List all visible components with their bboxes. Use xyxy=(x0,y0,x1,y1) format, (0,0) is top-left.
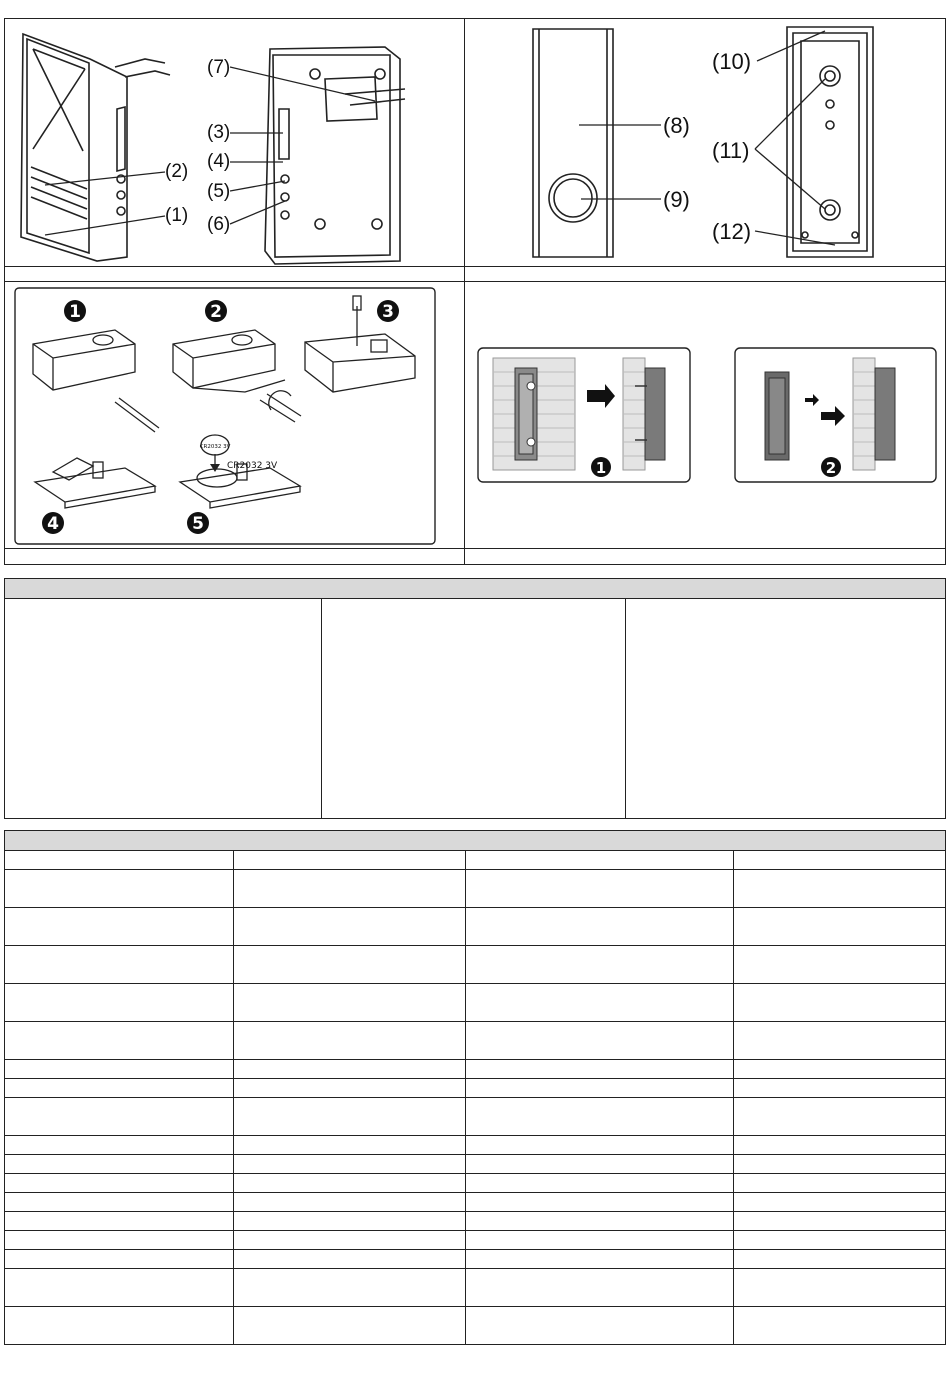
table-cell xyxy=(466,851,734,870)
table-cell xyxy=(734,1250,946,1269)
mounting-step-1-badge: 1 xyxy=(595,459,607,477)
label-receiver-3: (3) xyxy=(207,122,231,143)
table-cell xyxy=(234,1307,466,1345)
mounting-diagram xyxy=(465,282,945,548)
table-cell xyxy=(466,1250,734,1269)
table-cell xyxy=(234,946,466,984)
table-row xyxy=(5,1212,946,1231)
table-cell xyxy=(466,1079,734,1098)
table-row xyxy=(5,851,946,870)
table-cell xyxy=(5,1155,234,1174)
table-cell xyxy=(5,1022,234,1060)
battery-step-5-badge: 5 xyxy=(192,514,204,534)
table-row xyxy=(5,908,946,946)
table-cell xyxy=(734,1155,946,1174)
table-cell xyxy=(5,1269,234,1307)
table-cell xyxy=(5,1079,234,1098)
section1-column-2 xyxy=(321,598,626,819)
label-pushbutton-8: (8) xyxy=(663,113,690,138)
table-cell xyxy=(734,1136,946,1155)
table-row xyxy=(5,1079,946,1098)
table-cell xyxy=(234,1136,466,1155)
table-row xyxy=(5,870,946,908)
caption-cell-receiver xyxy=(4,266,465,282)
label-pushbutton-10: (10) xyxy=(712,49,752,74)
table-cell xyxy=(5,851,234,870)
table-cell xyxy=(234,1231,466,1250)
section1-header xyxy=(4,578,946,599)
table-cell xyxy=(466,1193,734,1212)
table-row xyxy=(5,1231,946,1250)
table-cell xyxy=(466,1231,734,1250)
table-cell xyxy=(734,1231,946,1250)
battery-step-2-badge: 2 xyxy=(210,302,222,322)
caption-cell-pushbutton xyxy=(464,266,946,282)
table-row xyxy=(5,1174,946,1193)
section1-column-3 xyxy=(625,598,946,819)
receiver-diagram xyxy=(5,19,464,266)
table-cell xyxy=(234,1193,466,1212)
label-pushbutton-9: (9) xyxy=(663,187,690,212)
table-cell xyxy=(5,1231,234,1250)
label-receiver-2: (2) xyxy=(165,161,189,182)
table-cell xyxy=(734,946,946,984)
label-receiver-1: (1) xyxy=(165,205,189,226)
caption-cell-mounting xyxy=(464,548,946,565)
table-cell xyxy=(466,1307,734,1345)
table-cell xyxy=(234,1060,466,1079)
table-cell xyxy=(466,1212,734,1231)
battery-step-3-badge: 3 xyxy=(382,302,394,322)
table-cell xyxy=(234,1098,466,1136)
spec-table xyxy=(4,850,946,1345)
table-cell xyxy=(734,1098,946,1136)
table-cell xyxy=(234,984,466,1022)
table-row xyxy=(5,946,946,984)
table-row xyxy=(5,1269,946,1307)
table-cell xyxy=(5,1307,234,1345)
label-pushbutton-12: (12) xyxy=(712,219,752,244)
battery-coin-label: CR2032 3V xyxy=(199,444,231,450)
table-cell xyxy=(234,1269,466,1307)
table-cell xyxy=(234,1079,466,1098)
pushbutton-diagram xyxy=(465,19,945,266)
table-cell xyxy=(5,1060,234,1079)
caption-cell-battery xyxy=(4,548,465,565)
label-receiver-6: (6) xyxy=(207,214,231,235)
battery-type-label: CR2032 3V xyxy=(227,461,278,471)
table-cell xyxy=(466,1060,734,1079)
table-cell xyxy=(466,870,734,908)
label-receiver-7: (7) xyxy=(207,57,231,78)
table-cell xyxy=(5,1098,234,1136)
table-cell xyxy=(5,908,234,946)
table-cell xyxy=(734,851,946,870)
table-cell xyxy=(734,1174,946,1193)
table-cell xyxy=(466,984,734,1022)
table-cell xyxy=(234,870,466,908)
table-cell xyxy=(466,908,734,946)
label-receiver-4: (4) xyxy=(207,151,231,172)
table-cell xyxy=(5,1250,234,1269)
table-cell xyxy=(5,1174,234,1193)
table-cell xyxy=(234,1022,466,1060)
table-row xyxy=(5,1022,946,1060)
table-row xyxy=(5,1098,946,1136)
table-cell xyxy=(466,1155,734,1174)
section1-column-1 xyxy=(4,598,322,819)
table-cell xyxy=(734,1307,946,1345)
table-cell xyxy=(234,1212,466,1231)
table-cell xyxy=(5,946,234,984)
table-row xyxy=(5,1136,946,1155)
battery-step-1-badge: 1 xyxy=(69,302,81,322)
table-row xyxy=(5,1250,946,1269)
table-cell xyxy=(466,1098,734,1136)
table-row xyxy=(5,1060,946,1079)
table-cell xyxy=(5,984,234,1022)
table-cell xyxy=(5,1136,234,1155)
table-cell xyxy=(234,1250,466,1269)
table-cell xyxy=(234,1155,466,1174)
table-cell xyxy=(734,1060,946,1079)
table-cell xyxy=(734,1269,946,1307)
table-cell xyxy=(5,870,234,908)
table-cell xyxy=(466,1022,734,1060)
table-row xyxy=(5,1307,946,1345)
table-cell xyxy=(234,908,466,946)
battery-replacement-diagram xyxy=(5,282,464,548)
table-cell xyxy=(734,1212,946,1231)
table-cell xyxy=(234,1174,466,1193)
table-cell xyxy=(734,1079,946,1098)
table-row xyxy=(5,1155,946,1174)
table-cell xyxy=(466,1269,734,1307)
table-cell xyxy=(466,946,734,984)
table-cell xyxy=(734,1022,946,1060)
table-cell xyxy=(234,851,466,870)
table-cell xyxy=(5,1193,234,1212)
spec-table-wrapper xyxy=(4,850,946,1345)
table-cell xyxy=(5,1212,234,1231)
mounting-step-2-badge: 2 xyxy=(825,459,837,477)
table-cell xyxy=(734,984,946,1022)
table-row xyxy=(5,984,946,1022)
label-receiver-5: (5) xyxy=(207,181,231,202)
table-cell xyxy=(734,1193,946,1212)
section2-header xyxy=(4,830,946,851)
table-cell xyxy=(466,1136,734,1155)
battery-step-4-badge: 4 xyxy=(47,514,59,534)
table-cell xyxy=(466,1174,734,1193)
table-row xyxy=(5,1193,946,1212)
table-cell xyxy=(734,908,946,946)
table-cell xyxy=(734,870,946,908)
label-pushbutton-11: (11) xyxy=(712,138,750,163)
